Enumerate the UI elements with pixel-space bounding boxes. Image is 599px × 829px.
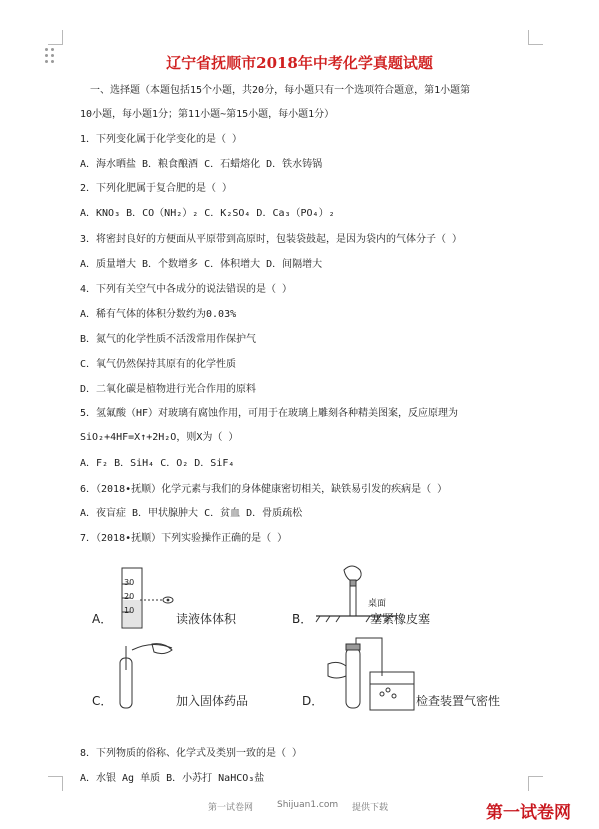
question-3-options: A．质量增大 B．个数增多 C．体积增大 D．间隔增大 xyxy=(80,259,323,270)
question-5: 5．氢氟酸（HF）对玻璃有腐蚀作用，可用于在玻璃上雕刻各种精美图案，反应原理为 xyxy=(80,408,459,419)
question-4-option-a: A．稀有气体的体积分数约为0.03% xyxy=(80,309,237,320)
question-8: 8．下列物质的俗称、化学式及类别一致的是（ ） xyxy=(80,748,303,759)
crop-mark-top-right xyxy=(528,30,543,45)
question-2: 2．下列化肥属于复合肥的是（ ） xyxy=(80,183,233,194)
cylinder-tick-30: 30 xyxy=(124,578,135,587)
crop-mark-bottom-right xyxy=(528,776,543,791)
question-4-option-d: D．二氧化碳是植物进行光合作用的原料 xyxy=(80,384,257,395)
option-b-label: B． xyxy=(292,612,313,626)
cylinder-tick-10: 10 xyxy=(124,606,135,615)
crop-mark-top-left xyxy=(48,30,63,45)
document-title: 辽宁省抚顺市2018年中考化学真题试题 xyxy=(166,54,433,72)
option-d-label: D． xyxy=(302,694,324,708)
question-6: 6．（2018•抚顺）化学元素与我们的身体健康密切相关，缺铁易引发的疾病是（ ） xyxy=(80,484,448,495)
caption-c: 加入固体药品 xyxy=(176,694,249,708)
cylinder-tick-20: 20 xyxy=(124,592,135,601)
question-4-option-b: B．氮气的化学性质不活泼常用作保护气 xyxy=(80,334,257,345)
question-4: 4．下列有关空气中各成分的说法错误的是（ ） xyxy=(80,284,293,295)
question-4-option-c: C．氧气仍然保持其原有的化学性质 xyxy=(80,359,237,370)
caption-b: 塞紧橡皮塞 xyxy=(370,612,431,626)
table-label: 桌面 xyxy=(368,599,387,609)
question-1-options: A．海水晒盐 B．粮食酿酒 C．石蜡熔化 D．铁水铸锅 xyxy=(80,159,323,170)
footer-site-name: 第一试卷网 xyxy=(208,803,254,813)
watermark-logo: 第一试卷网 xyxy=(486,803,571,823)
question-3: 3．将密封良好的方便面从平原带到高原时，包装袋鼓起，是因为袋内的气体分子（ ） xyxy=(80,234,463,245)
footer-site-url[interactable]: Shijuan1.com xyxy=(277,800,339,810)
question-7: 7．（2018•抚顺）下列实验操作正确的是（ ） xyxy=(80,533,288,544)
solid-addition-figure xyxy=(112,640,182,712)
section-heading-cont: 10小题，每小题1分；第11小题~第15小题，每小题1分） xyxy=(80,109,335,120)
option-a-label: A． xyxy=(92,612,113,626)
question-6-options: A．夜盲症 B．甲状腺肿大 C．贫血 D．骨质疏松 xyxy=(80,508,303,519)
question-1: 1．下列变化属于化学变化的是（ ） xyxy=(80,134,243,145)
footer-download: 提供下载 xyxy=(352,803,389,813)
question-8-options: A．水银 Ag 单质 B．小苏打 NaHCO₃盐 xyxy=(80,773,265,784)
option-c-label: C． xyxy=(92,694,113,708)
question-5-options: A．F₂ B．SiH₄ C．O₂ D．SiF₄ xyxy=(80,458,235,469)
caption-d: 检查装置气密性 xyxy=(416,694,501,708)
crop-mark-bottom-left xyxy=(48,776,63,791)
airtightness-check-figure xyxy=(322,636,422,718)
caption-a: 读液体体积 xyxy=(176,612,237,626)
question-5-equation: SiO₂+4HF=X↑+2H₂O，则X为（ ） xyxy=(80,432,239,443)
section-heading: 一、选择题（本题包括15个小题，共20分，每小题只有一个选项符合题意，第1小题第 xyxy=(90,85,471,96)
question-2-options: A．KNO₃ B．CO（NH₂）₂ C．K₂SO₄ D．Ca₃（PO₄）₂ xyxy=(80,208,335,219)
